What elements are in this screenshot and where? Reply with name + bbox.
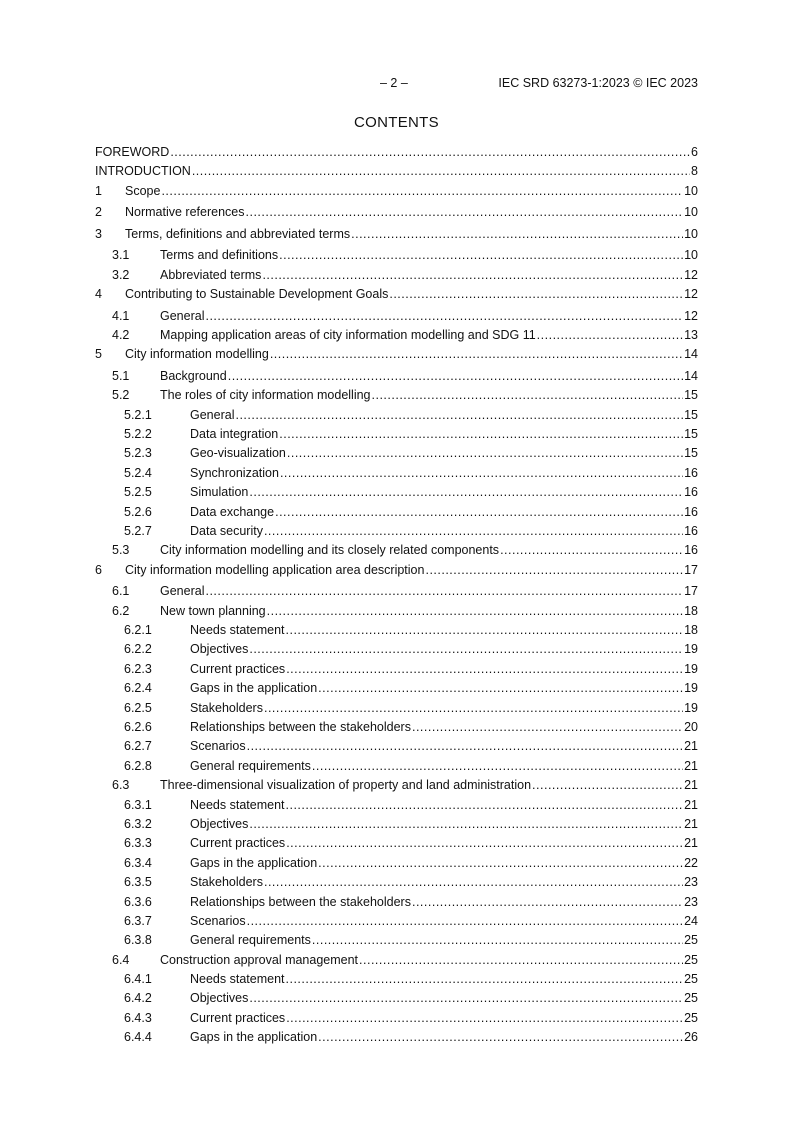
toc-entry-label: New town planning	[160, 603, 266, 618]
dot-leader	[249, 991, 683, 1005]
toc-entry-number: 6.4.3	[124, 1010, 152, 1025]
toc-entry-page: 8	[691, 164, 698, 179]
dot-leader	[312, 933, 683, 947]
dot-leader	[412, 895, 683, 909]
toc-entry[interactable]	[95, 662, 698, 681]
toc-entry-label: Needs statement	[190, 797, 285, 812]
dot-leader	[205, 584, 683, 598]
dot-leader	[264, 524, 683, 538]
toc-entry-page: 20	[684, 719, 698, 734]
toc-entry-number: 6.2.4	[124, 681, 152, 696]
toc-entry[interactable]	[95, 287, 698, 309]
toc-entry-label: Current practices	[190, 836, 286, 851]
toc-entry-number: 6	[95, 562, 102, 577]
toc-entry-number: 6.2.2	[124, 642, 152, 657]
toc-entry-label: Gaps in the application	[190, 1030, 318, 1045]
toc-entry[interactable]	[95, 642, 698, 661]
toc-entry[interactable]	[95, 778, 698, 797]
toc-entry[interactable]	[95, 388, 698, 407]
dot-leader	[359, 953, 683, 967]
toc-entry-page: 24	[684, 913, 698, 928]
toc-entry-number: 5.2.2	[124, 427, 152, 442]
toc-entry-number: 4.2	[112, 327, 130, 342]
dot-leader	[286, 662, 683, 676]
toc-entry-page: 14	[684, 347, 698, 362]
toc-entry-page: 17	[684, 562, 698, 577]
dot-leader	[286, 798, 684, 812]
dot-leader	[249, 642, 683, 656]
toc-entry[interactable]	[95, 466, 698, 485]
toc-entry-label: General requirements	[190, 933, 311, 948]
toc-entry-number: 5.2.6	[124, 504, 152, 519]
toc-entry[interactable]	[95, 681, 698, 700]
toc-entry-label: Abbreviated terms	[160, 267, 262, 282]
toc-entry-number: 6.3.5	[124, 875, 152, 890]
toc-entry-label: Stakeholders	[190, 700, 263, 715]
toc-entry-label: City information modelling and its closely related components	[160, 543, 500, 558]
toc-entry[interactable]	[95, 164, 698, 183]
toc-entry-number: 6.1	[112, 584, 130, 599]
toc-entry-page: 15	[684, 407, 698, 422]
toc-entry-page: 15	[684, 388, 698, 403]
toc-entry[interactable]	[95, 347, 698, 369]
toc-entry-label: Objectives	[190, 642, 249, 657]
toc-entry[interactable]	[95, 145, 698, 164]
toc-entry-label: Simulation	[190, 485, 249, 500]
toc-entry-number: 6.2.8	[124, 758, 152, 773]
toc-entry-page: 19	[684, 661, 698, 676]
toc-entry-label: Three-dimensional visualization of property and land administration	[160, 778, 532, 793]
dot-leader	[280, 466, 683, 480]
toc-entry-label: Stakeholders	[190, 875, 263, 890]
dot-leader	[287, 446, 683, 460]
toc-entry-label: Mapping application areas of city information modelling and SDG 11	[160, 327, 536, 342]
toc-entry[interactable]	[95, 1011, 698, 1030]
dot-leader	[286, 623, 684, 637]
toc-entry[interactable]	[95, 953, 698, 972]
toc-entry-label: General	[190, 407, 235, 422]
toc-entry-page: 15	[684, 427, 698, 442]
toc-entry-label: Scenarios	[190, 913, 246, 928]
toc-entry-page: 25	[684, 933, 698, 948]
dot-leader	[286, 1011, 683, 1025]
toc-entry[interactable]	[95, 701, 698, 720]
toc-entry-number: 6.4	[112, 952, 130, 967]
toc-entry-page: 17	[684, 584, 698, 599]
toc-entry-page: 22	[684, 855, 698, 870]
toc-entry-page: 16	[684, 523, 698, 538]
toc-entry[interactable]	[95, 328, 698, 347]
toc-entry-page: 15	[684, 446, 698, 461]
toc-entry[interactable]	[95, 184, 698, 206]
toc-entry-number: 5.2	[112, 388, 130, 403]
toc-entry-page: 21	[684, 797, 698, 812]
dot-leader	[267, 604, 683, 618]
dot-leader	[318, 1030, 683, 1044]
dot-leader	[170, 145, 690, 159]
toc-entry-number: 5.1	[112, 368, 130, 383]
toc-entry-number: 6.2.1	[124, 623, 152, 638]
dot-leader	[264, 875, 683, 889]
toc-entry-label: Terms, definitions and abbreviated terms	[125, 226, 351, 241]
dot-leader	[279, 427, 683, 441]
toc-entry-page: 23	[684, 894, 698, 909]
toc-entry[interactable]	[95, 856, 698, 875]
toc-entry-number: 1	[95, 183, 102, 198]
toc-entry-number: 5.3	[112, 543, 130, 558]
toc-entry-label: Construction approval management	[160, 952, 359, 967]
dot-leader	[532, 778, 683, 792]
toc-entry[interactable]	[95, 505, 698, 524]
toc-entry[interactable]	[95, 759, 698, 778]
toc-entry-number: 6.2.6	[124, 719, 152, 734]
toc-entry-label: Gaps in the application	[190, 855, 318, 870]
toc-entry-page: 10	[684, 183, 698, 198]
toc-entry-page: 18	[684, 623, 698, 638]
dot-leader	[312, 759, 683, 773]
toc-entry-page: 10	[684, 205, 698, 220]
toc-entry-label: General	[160, 308, 205, 323]
toc-entry-label: Current practices	[190, 1010, 286, 1025]
toc-entry-number: 2	[95, 205, 102, 220]
toc-entry-page: 18	[684, 603, 698, 618]
toc-entry-label: Needs statement	[190, 972, 285, 987]
toc-entry-number: 6.4.2	[124, 991, 152, 1006]
toc-entry-number: 6.2.3	[124, 661, 152, 676]
toc-entry-label: City information modelling	[125, 347, 269, 362]
toc-entry-label: Relationships between the stakeholders	[190, 894, 411, 909]
toc-entry-label: Needs statement	[190, 623, 285, 638]
dot-leader	[264, 701, 683, 715]
toc-entry[interactable]	[95, 836, 698, 855]
toc-entry[interactable]	[95, 248, 698, 267]
dot-leader	[161, 184, 683, 198]
contents-title: CONTENTS	[354, 114, 439, 131]
toc-entry-label: Synchronization	[190, 465, 279, 480]
dot-leader	[389, 287, 683, 301]
toc-entry[interactable]	[95, 563, 698, 585]
toc-entry[interactable]	[95, 446, 698, 465]
toc-entry-page: 21	[684, 816, 698, 831]
dot-leader	[500, 543, 683, 557]
dot-leader	[286, 972, 684, 986]
toc-entry-page: 19	[684, 642, 698, 657]
toc-entry-number: 5.2.3	[124, 446, 152, 461]
page-header	[0, 76, 793, 92]
toc-entry-label: Geo-visualization	[190, 446, 286, 461]
toc-entry-number: 6.3.4	[124, 855, 152, 870]
toc-entry-number: 6.2.5	[124, 700, 152, 715]
toc-entry[interactable]	[95, 972, 698, 991]
toc-entry-page: 13	[684, 327, 698, 342]
toc-entry[interactable]	[95, 875, 698, 894]
dot-leader	[249, 485, 683, 499]
toc-entry-page: 19	[684, 700, 698, 715]
toc-entry-number: 6.2.7	[124, 739, 152, 754]
toc-entry-page: 10	[684, 248, 698, 263]
toc-entry-number: 6.4.4	[124, 1030, 152, 1045]
toc-entry-page: 10	[684, 226, 698, 241]
toc-entry-label: Data integration	[190, 427, 279, 442]
toc-entry-label: Relationships between the stakeholders	[190, 719, 411, 734]
toc-entry-label: City information modelling application area description	[125, 562, 425, 577]
toc-entry-page: 12	[684, 287, 698, 302]
dot-leader	[249, 817, 683, 831]
toc-entry-number: 6.3.6	[124, 894, 152, 909]
toc-entry[interactable]	[95, 604, 698, 623]
toc-entry-page: 21	[684, 836, 698, 851]
dot-leader	[286, 836, 683, 850]
toc-entry-number: 6.4.1	[124, 972, 152, 987]
page-number: – 2 –	[380, 76, 408, 90]
toc-entry[interactable]	[95, 205, 698, 227]
toc-entry-number: 6.3.2	[124, 816, 152, 831]
toc-entry-number: 5.2.5	[124, 485, 152, 500]
toc-entry[interactable]	[95, 309, 698, 328]
dot-leader	[246, 205, 684, 219]
toc-entry[interactable]	[95, 227, 698, 249]
toc-entry[interactable]	[95, 268, 698, 287]
toc-entry-label: The roles of city information modelling	[160, 388, 371, 403]
dot-leader	[372, 388, 684, 402]
toc-entry[interactable]	[95, 524, 698, 543]
toc-entry-label: INTRODUCTION	[95, 164, 191, 179]
toc-entry-page: 25	[684, 972, 698, 987]
toc-entry-page: 12	[684, 267, 698, 282]
toc-entry[interactable]	[95, 623, 698, 642]
toc-entry-page: 26	[684, 1030, 698, 1045]
toc-entry-page: 16	[684, 504, 698, 519]
dot-leader	[228, 369, 683, 383]
toc-entry-number: 4	[95, 287, 102, 302]
toc-entry-number: 6.3	[112, 778, 130, 793]
toc-entry-number: 6.3.7	[124, 913, 152, 928]
toc-entry-number: 6.3.3	[124, 836, 152, 851]
toc-entry-number: 5.2.4	[124, 465, 152, 480]
toc-entry[interactable]	[95, 427, 698, 446]
toc-entry-page: 21	[684, 739, 698, 754]
dot-leader	[247, 739, 684, 753]
toc-entry-number: 5.2.1	[124, 407, 152, 422]
toc-entry-label: Gaps in the application	[190, 681, 318, 696]
toc-entry[interactable]	[95, 584, 698, 603]
toc-entry-label: General requirements	[190, 758, 311, 773]
toc-entry-page: 16	[684, 485, 698, 500]
toc-entry[interactable]	[95, 485, 698, 504]
toc-entry-label: Data security	[190, 523, 263, 538]
toc-entry-label: Normative references	[125, 205, 245, 220]
toc-entry-number: 5	[95, 347, 102, 362]
toc-entry-number: 6.2	[112, 603, 130, 618]
toc-entry[interactable]	[95, 369, 698, 388]
dot-leader	[270, 347, 683, 361]
toc-entry-page: 16	[684, 543, 698, 558]
toc-entry-number: 4.1	[112, 308, 130, 323]
toc-entry-label: Background	[160, 368, 227, 383]
toc-entry-page: 14	[684, 368, 698, 383]
dot-leader	[412, 720, 683, 734]
toc-entry-page: 6	[691, 145, 698, 159]
toc-entry-label: Contributing to Sustainable Development Goals	[125, 287, 389, 302]
dot-leader	[425, 563, 683, 577]
dot-leader	[275, 505, 683, 519]
dot-leader	[318, 681, 683, 695]
toc-entry-label: Scope	[125, 183, 161, 198]
dot-leader	[262, 268, 683, 282]
toc-entry-page: 12	[684, 308, 698, 323]
document-reference: IEC SRD 63273-1:2023 © IEC 2023	[498, 76, 698, 90]
toc-entry-label: Scenarios	[190, 739, 246, 754]
toc-entry-label: Terms and definitions	[160, 248, 279, 263]
toc-entry[interactable]	[95, 720, 698, 739]
toc-entry-page: 21	[684, 778, 698, 793]
toc-entry-label: Data exchange	[190, 504, 275, 519]
toc-entry-page: 19	[684, 681, 698, 696]
toc-entry[interactable]	[95, 991, 698, 1010]
toc-entry-label: Current practices	[190, 661, 286, 676]
toc-entry-number: 5.2.7	[124, 523, 152, 538]
dot-leader	[318, 856, 683, 870]
dot-leader	[235, 408, 683, 422]
toc-entry[interactable]	[95, 798, 698, 817]
toc-entry-page: 21	[684, 758, 698, 773]
toc-entry[interactable]	[95, 817, 698, 836]
toc-entry-page: 25	[684, 952, 698, 967]
toc-entry-number: 6.3.1	[124, 797, 152, 812]
toc-entry-number: 3.2	[112, 267, 130, 282]
toc-entry[interactable]	[95, 895, 698, 914]
dot-leader	[205, 309, 683, 323]
toc-entry-page: 16	[684, 465, 698, 480]
toc-entry[interactable]	[95, 1030, 698, 1049]
dot-leader	[351, 227, 683, 241]
dot-leader	[279, 248, 683, 262]
table-of-contents	[95, 145, 698, 1050]
toc-entry-page: 25	[684, 991, 698, 1006]
toc-entry-label: General	[160, 584, 205, 599]
toc-entry-label: FOREWORD	[95, 145, 170, 159]
toc-entry-number: 6.3.8	[124, 933, 152, 948]
toc-entry[interactable]	[95, 914, 698, 933]
dot-leader	[537, 328, 683, 342]
toc-entry-page: 25	[684, 1010, 698, 1025]
toc-entry[interactable]	[95, 543, 698, 562]
toc-entry-number: 3.1	[112, 248, 130, 263]
toc-entry[interactable]	[95, 739, 698, 758]
dot-leader	[192, 164, 690, 178]
toc-entry-label: Objectives	[190, 816, 249, 831]
toc-entry-page: 23	[684, 875, 698, 890]
toc-entry[interactable]	[95, 408, 698, 427]
toc-entry-label: Objectives	[190, 991, 249, 1006]
dot-leader	[247, 914, 684, 928]
toc-entry[interactable]	[95, 933, 698, 952]
toc-entry-number: 3	[95, 226, 102, 241]
